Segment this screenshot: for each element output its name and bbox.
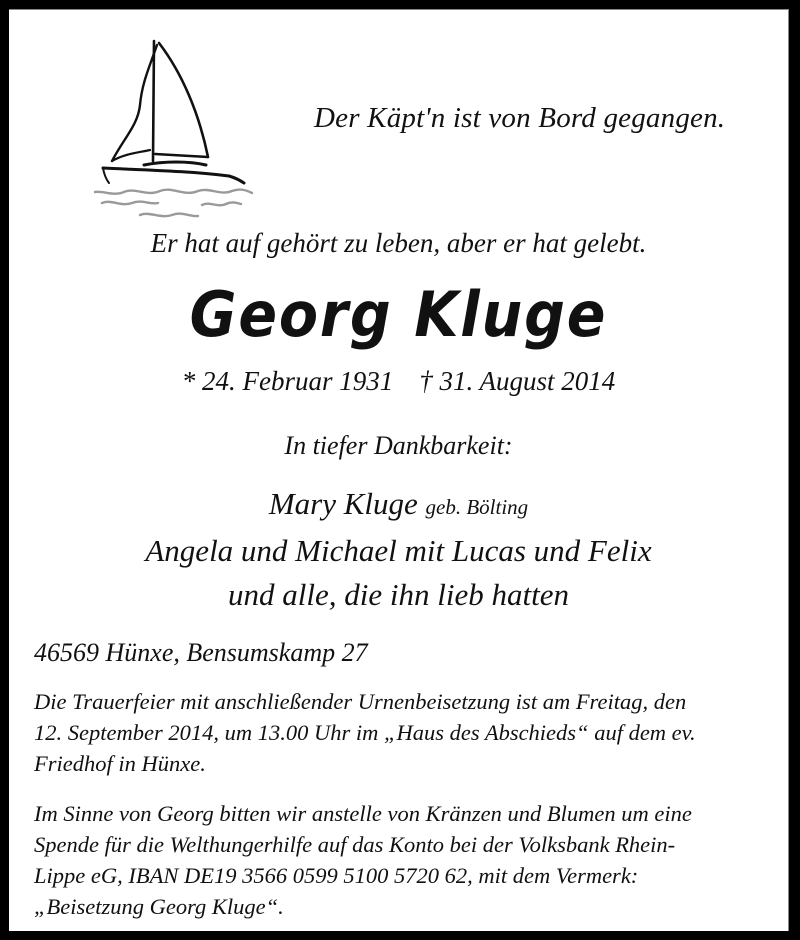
motto-text: Der Käpt'n ist von Bord gegangen. (314, 102, 726, 134)
deceased-name: Georg Kluge (189, 278, 608, 351)
life-dates (9, 366, 788, 397)
funeral-info-line: Friedhof in Hünxe. (34, 751, 206, 776)
funeral-info-line: 12. September 2014, um 13.00 Uhr im „Haus des Abschieds“ auf dem ev. (34, 720, 696, 745)
spouse-name: Mary Kluge (268, 486, 418, 521)
donation-info-line: Spende für die Welthungerhilfe auf das Konto bei der Volksbank Rhein- (34, 832, 676, 857)
mourner-others: und alle, die ihn lieb hatten (228, 577, 569, 612)
mourner-spouse (9, 482, 788, 529)
donation-info-line: Im Sinne von Georg bitten wir anstelle von Kränzen und Blumen um eine (34, 801, 692, 826)
donation-info-line: Lippe eG, IBAN DE19 3566 0599 5100 5720 62, mit dem Vermerk: (34, 863, 639, 888)
birth-date: * 24. Februar 1931 (181, 366, 394, 396)
death-notice-card (9, 9, 789, 931)
donation-info-paragraph (34, 798, 774, 922)
thanks-heading: In tiefer Dankbarkeit: (284, 431, 513, 460)
mourner-children: Angela und Michael mit Lucas und Felix (145, 533, 652, 568)
funeral-info-line: Die Trauerfeier mit anschließender Urnenbeisetzung ist am Freitag, den (34, 689, 687, 714)
funeral-info-paragraph (34, 686, 774, 779)
sailboat-icon (94, 33, 254, 228)
family-address: 46569 Hünxe, Bensumskamp 27 (34, 638, 368, 667)
mourners-list (9, 482, 788, 617)
spouse-maiden-name: geb. Bölting (425, 495, 529, 519)
quote-text: Er hat auf gehört zu leben, aber er hat gelebt. (150, 228, 647, 258)
death-date: † 31. August 2014 (419, 366, 616, 396)
donation-info-line: „Beisetzung Georg Kluge“. (34, 894, 284, 919)
